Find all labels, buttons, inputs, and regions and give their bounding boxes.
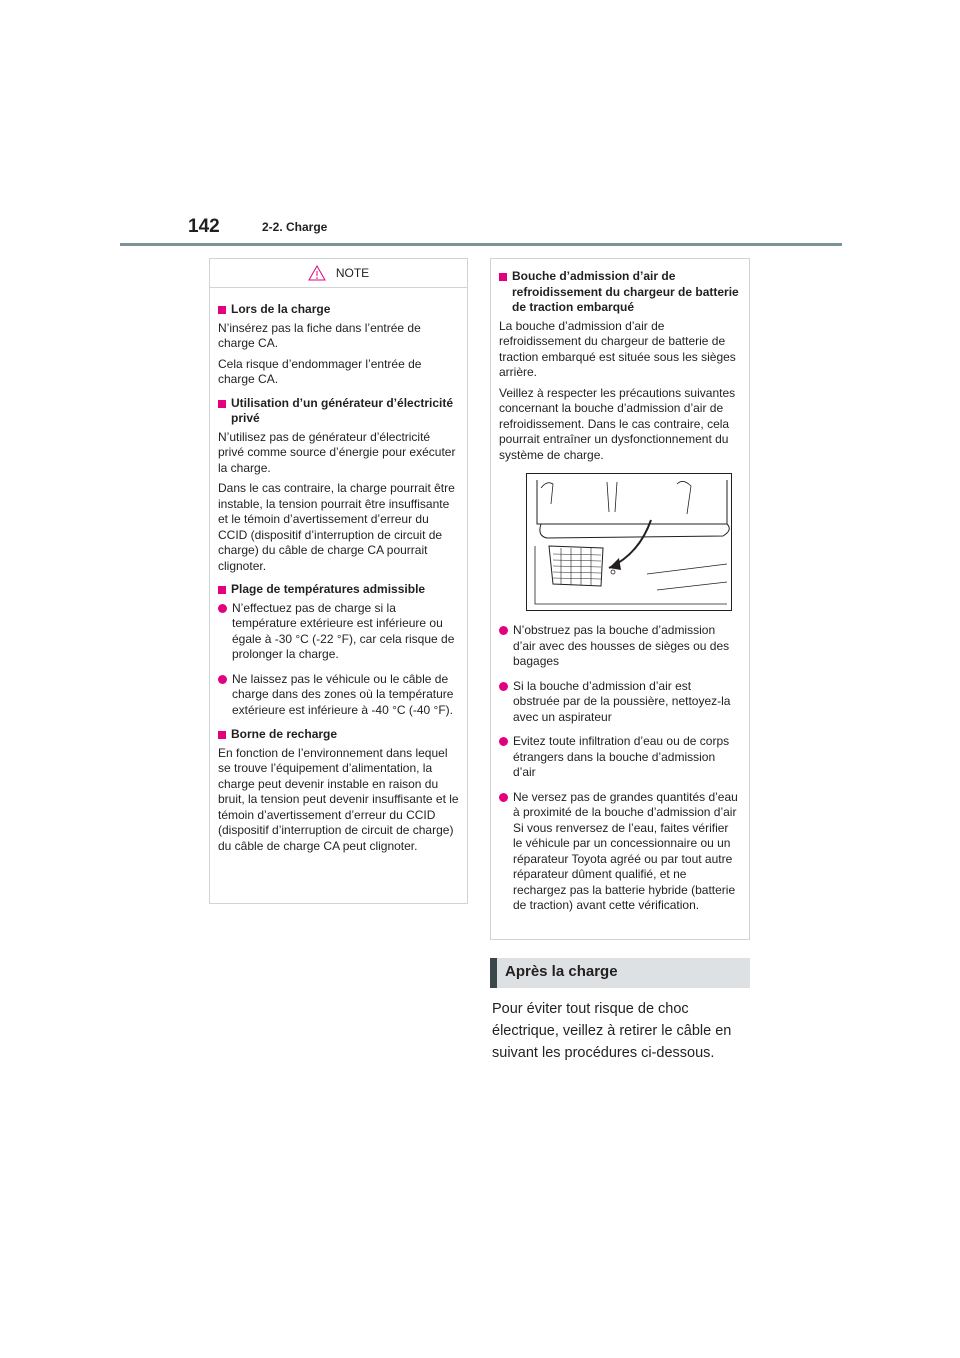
bullet-dot-icon (499, 793, 508, 802)
list-item: Evitez toute infiltration d’eau ou de corps étrangers dans la bouche d’admission d’air (499, 734, 741, 781)
page-number: 142 (188, 216, 220, 237)
bullet-dot-icon (218, 604, 227, 613)
list-item: Si la bouche d’admission d’air est obstruée par de la poussière, nettoyez-la avec un aspirateur (499, 679, 741, 726)
note-paragraph: N’utilisez pas de générateur d’électricité privé comme source d’énergie pour exécuter la charge. (218, 429, 456, 475)
note-paragraph: En fonction de l’environnement dans lequel se trouve l’équipement d’alimentation, la charge peut devenir instable en raison du bruit, la tension peut devenir insuffisante et le témoin d’avertissement d’erreur du CCID (dispositif d’interruption de circuit de charge) du câble de charge CA peut clignoter. (218, 745, 459, 853)
bullet-dot-icon (499, 626, 508, 635)
note-paragraph: Cela risque d’endommager l’entrée de charge CA. (218, 356, 422, 386)
list-item: Ne laissez pas le véhicule ou le câble de charge dans des zones où la température extérieure est inférieure à -40 °C (-40 °F). (218, 672, 459, 719)
air-intake-title: Bouche d’admission d’air de refroidissement du chargeur de batterie de traction embarqué (499, 269, 741, 316)
note-paragraph: N’insérez pas la fiche dans l’entrée de charge CA. (218, 320, 421, 350)
square-bullet-icon (218, 586, 226, 594)
air-intake-vent-illustration (527, 474, 731, 610)
note-heading: NOTE (335, 266, 370, 280)
list-item: Ne versez pas de grandes quantités d’eau à proximité de la bouche d’admission d’air Si vous renversez de l’eau, faites vérifier le véhicule par un concessionnaire ou un réparateur Toyota agréé ou par tout autre réparateur dûment qualifié, et ne rechargez pas la batterie hybride (batterie de traction) avant cette vérification. (499, 790, 741, 914)
warning-icon (308, 265, 326, 281)
note-paragraph: Dans le cas contraire, la charge pourrait être instable, la tension pourrait être insuffisante et le témoin d’avertissement d’erreur du CCID (dispositif d’interruption de circuit de charge) du câble de charge CA pourrait clignoter. (218, 481, 455, 573)
bullet-dot-icon (499, 737, 508, 746)
list-item: N’obstruez pas la bouche d’admission d’air avec des housses de sièges ou des bagages (499, 623, 741, 670)
air-intake-paragraph: Veillez à respecter les précautions suivantes concernant la bouche d’admission d’air de refroidissement. Dans le cas contraire, cela pourrait entraîner un dysfonctionnement du système de charge. (499, 385, 736, 462)
square-bullet-icon (218, 731, 226, 739)
body-paragraph: Pour éviter tout risque de choc électrique, veillez à retirer le câble en suivant les procédures ci-dessous. (492, 1001, 732, 1061)
square-bullet-icon (499, 273, 507, 281)
note-box (209, 258, 468, 904)
air-intake-box (490, 258, 750, 940)
section-heading (490, 958, 750, 988)
air-intake-paragraph: La bouche d’admission d’air de refroidissement du chargeur de batterie de traction embarqué est située sous les sièges arrière. (499, 318, 736, 379)
list-item: N’effectuez pas de charge si la température extérieure est inférieure ou égale à -30 °C (-22 °F), car cela risque de prolonger la charge. (218, 601, 459, 663)
note-item-title: Plage de températures admissible (218, 582, 459, 598)
bullet-dot-icon (499, 682, 508, 691)
section-heading-text: Après la charge (505, 963, 618, 980)
note-item-title: Borne de recharge (218, 727, 459, 743)
header-rule (120, 243, 842, 246)
note-header (210, 259, 467, 288)
heading-accent-bar (490, 958, 497, 988)
bullet-dot-icon (218, 675, 227, 684)
rear-seat-illustration (526, 473, 732, 611)
note-item-title: Lors de la charge (218, 302, 459, 318)
square-bullet-icon (218, 306, 226, 314)
square-bullet-icon (218, 400, 226, 408)
note-item-title: Utilisation d’un générateur d’électricité privé (218, 396, 459, 427)
section-label: 2-2. Charge (262, 220, 328, 234)
